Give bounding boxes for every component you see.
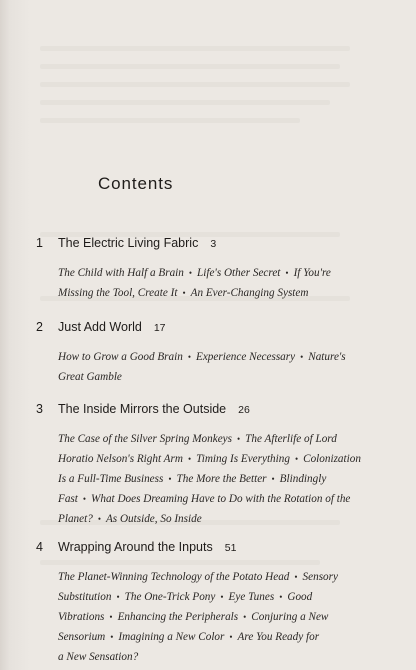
- chapter-title: The Electric Living Fabric: [58, 236, 199, 250]
- chapter-number: 3: [36, 402, 43, 416]
- section-title[interactable]: The Afterlife of Lord: [245, 433, 337, 445]
- chapter-title: The Inside Mirrors the Outside: [58, 402, 227, 416]
- chapter-entry-2[interactable]: [36, 320, 356, 387]
- chapter-page-number: 3: [210, 238, 217, 250]
- section-title[interactable]: The More the Better: [176, 473, 267, 485]
- section-title[interactable]: The Case of the Silver Spring Monkeys: [58, 433, 232, 445]
- bullet-separator: •: [279, 592, 283, 602]
- section-title[interactable]: Planet?: [58, 513, 93, 525]
- chapter-number: 4: [36, 540, 43, 554]
- chapter-page-number: 26: [238, 404, 250, 416]
- bleed-through: [40, 46, 350, 51]
- bleed-through: [40, 82, 350, 87]
- section-title[interactable]: Eye Tunes: [228, 591, 275, 603]
- section-title[interactable]: Experience Necessary: [196, 351, 296, 363]
- section-title[interactable]: Imagining a New Color: [118, 631, 225, 643]
- bleed-through: [40, 64, 340, 69]
- section-title[interactable]: An Ever-Changing System: [190, 287, 309, 299]
- section-line: [58, 283, 356, 303]
- chapter-page-number: 17: [153, 322, 166, 334]
- chapter-title: Just Add World: [58, 320, 142, 334]
- section-title[interactable]: a New Sensation?: [58, 651, 139, 663]
- section-line: [58, 449, 361, 469]
- chapter-sections: [58, 263, 356, 303]
- section-line: [58, 587, 356, 607]
- chapter-entry-4[interactable]: [36, 540, 356, 667]
- section-title[interactable]: Sensory: [302, 571, 338, 583]
- bullet-separator: •: [188, 268, 193, 278]
- section-line: [58, 429, 356, 449]
- section-title[interactable]: Sensorium: [58, 631, 106, 643]
- section-title[interactable]: Good: [287, 591, 313, 603]
- bullet-separator: •: [109, 612, 113, 622]
- chapter-sections: [58, 429, 361, 529]
- section-line: [58, 627, 356, 647]
- section-title[interactable]: What Does Dreaming Have to Do with the Rotation of the: [91, 493, 351, 505]
- section-title[interactable]: The One-Trick Pony: [124, 591, 216, 603]
- section-title[interactable]: Conjuring a New: [251, 611, 329, 623]
- bullet-separator: •: [182, 288, 186, 298]
- chapter-heading: [36, 236, 356, 254]
- section-title[interactable]: The Child with Half a Brain: [58, 267, 184, 279]
- chapter-page-number: 51: [224, 542, 237, 554]
- section-line: [58, 509, 356, 529]
- chapter-sections: [58, 567, 356, 667]
- bullet-separator: •: [116, 592, 120, 602]
- section-title[interactable]: Nature's: [308, 351, 346, 363]
- chapter-number: 2: [36, 320, 43, 334]
- bullet-separator: •: [187, 352, 191, 362]
- section-title[interactable]: Life's Other Secret: [197, 267, 281, 279]
- bullet-separator: •: [110, 632, 114, 642]
- section-title[interactable]: Timing Is Everything: [196, 453, 290, 465]
- section-title[interactable]: Are You Ready for: [237, 631, 320, 643]
- section-line: [58, 567, 356, 587]
- section-line: [58, 647, 356, 667]
- chapter-heading: [36, 402, 356, 420]
- section-title[interactable]: Substitution: [58, 591, 112, 603]
- section-line: [58, 489, 356, 509]
- chapter-entry-3[interactable]: [36, 402, 361, 529]
- section-title[interactable]: Colonization: [303, 453, 361, 465]
- section-title[interactable]: Fast: [58, 493, 78, 505]
- section-line: [58, 263, 356, 283]
- chapter-entry-1[interactable]: [36, 236, 356, 303]
- bullet-separator: •: [294, 454, 299, 464]
- bullet-separator: •: [229, 632, 233, 642]
- bullet-separator: •: [187, 454, 192, 464]
- chapter-heading: [36, 540, 356, 558]
- chapter-number: 1: [36, 236, 43, 250]
- section-title[interactable]: If You're: [293, 267, 331, 279]
- section-title[interactable]: How to Grow a Good Brain: [58, 351, 183, 363]
- bullet-separator: •: [271, 474, 275, 484]
- section-line: [58, 607, 356, 627]
- bullet-separator: •: [300, 352, 304, 362]
- bullet-separator: •: [285, 268, 289, 278]
- section-line: [58, 469, 356, 489]
- section-line: [58, 347, 356, 367]
- bullet-separator: •: [82, 494, 87, 504]
- bleed-through: [40, 100, 330, 105]
- section-title[interactable]: Great Gamble: [58, 371, 122, 383]
- section-line: [58, 367, 356, 387]
- chapter-title: Wrapping Around the Inputs: [58, 540, 213, 554]
- chapter-sections: [58, 347, 356, 387]
- section-title[interactable]: Vibrations: [58, 611, 105, 623]
- bullet-separator: •: [237, 434, 241, 444]
- bullet-separator: •: [294, 572, 298, 582]
- bullet-separator: •: [220, 592, 224, 602]
- contents-title: Contents: [98, 174, 174, 193]
- section-title[interactable]: As Outside, So Inside: [105, 513, 202, 525]
- bleed-through: [40, 118, 300, 123]
- section-title[interactable]: Is a Full-Time Business: [58, 473, 164, 485]
- section-title[interactable]: Horatio Nelson's Right Arm: [58, 453, 183, 465]
- section-title[interactable]: Blindingly: [279, 473, 327, 485]
- bullet-separator: •: [97, 514, 101, 524]
- section-title[interactable]: Enhancing the Peripherals: [117, 611, 239, 623]
- bullet-separator: •: [243, 612, 247, 622]
- bullet-separator: •: [168, 474, 172, 484]
- section-title[interactable]: Missing the Tool, Create It: [58, 287, 178, 299]
- chapter-heading: [36, 320, 356, 338]
- section-title[interactable]: The Planet-Winning Technology of the Potato Head: [58, 571, 290, 583]
